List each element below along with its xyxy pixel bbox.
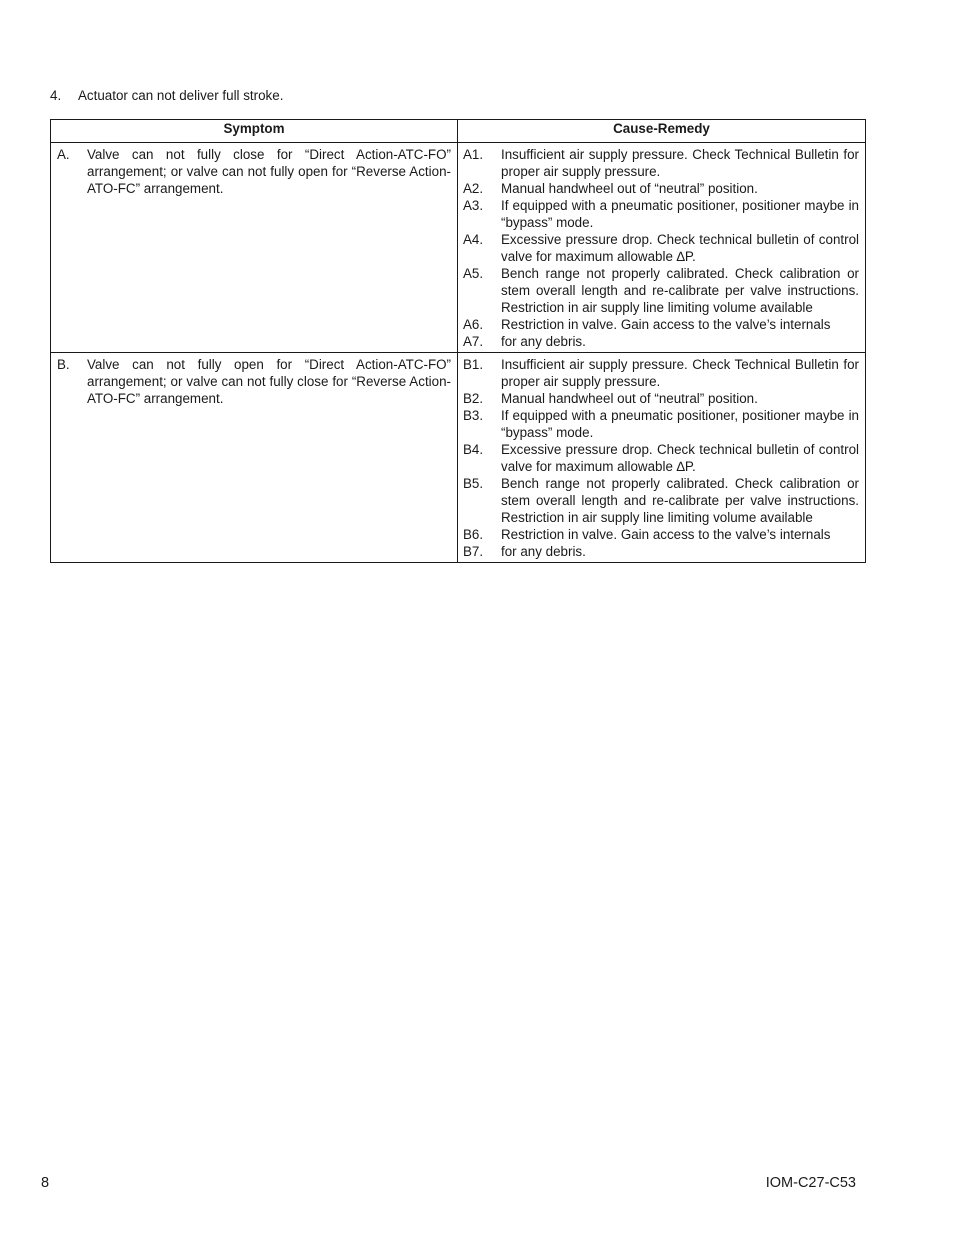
cause-item xyxy=(463,356,859,390)
cause-item xyxy=(463,441,859,475)
table-row xyxy=(51,353,866,563)
cause-text: Excessive pressure drop. Check technical bulletin of control valve for maximum allowable ∆P. xyxy=(501,442,859,474)
intro-text: Actuator can not deliver full stroke. xyxy=(78,88,284,103)
cause-text: Insufficient air supply pressure. Check Technical Bulletin for proper air supply pressure. xyxy=(501,147,859,179)
cause-code: B7. xyxy=(463,544,484,559)
cause-item xyxy=(463,407,859,441)
symptom-item xyxy=(57,146,451,197)
cause-text: If equipped with a pneumatic positioner, positioner maybe in “bypass” mode. xyxy=(501,198,859,230)
document-id: IOM-C27-C53 xyxy=(765,1175,856,1191)
symptom-text: Valve can not fully close for “Direct Action-ATC-FO” arrangement; or valve can not fully open for “Reverse Action-ATO-FC” arrangement. xyxy=(87,147,451,196)
table-row xyxy=(51,143,866,353)
cause-text: for any debris. xyxy=(501,334,586,349)
cause-text: Insufficient air supply pressure. Check Technical Bulletin for proper air supply pressure. xyxy=(501,357,859,389)
cause-text: If equipped with a pneumatic positioner, positioner maybe in “bypass” mode. xyxy=(501,408,859,440)
cause-item xyxy=(463,333,859,350)
cause-text: Restriction in valve. Gain access to the valve’s internals xyxy=(501,527,831,542)
cause-text: for any debris. xyxy=(501,544,586,559)
cause-code: B6. xyxy=(463,527,484,542)
cause-text: Bench range not properly calibrated. Check calibration or stem overall length and re-calibrate per valve instructions. Restriction in air supply line limiting volume available xyxy=(501,266,859,315)
symptom-cell xyxy=(51,353,458,563)
symptom-letter: B. xyxy=(57,357,70,372)
intro-number: 4. xyxy=(50,88,62,103)
symptom-header: Symptom xyxy=(51,120,458,143)
cause-item xyxy=(463,475,859,526)
cause-item xyxy=(463,526,859,543)
cause-code: A6. xyxy=(463,317,484,332)
cause-item xyxy=(463,543,859,560)
cause-code: A3. xyxy=(463,198,484,213)
intro-item xyxy=(50,88,283,103)
cause-remedy-cell xyxy=(458,143,866,353)
cause-item xyxy=(463,390,859,407)
cause-code: A4. xyxy=(463,232,484,247)
cause-item xyxy=(463,265,859,316)
symptom-cell xyxy=(51,143,458,353)
cause-code: B1. xyxy=(463,357,484,372)
cause-text: Bench range not properly calibrated. Check calibration or stem overall length and re-calibrate per valve instructions. Restriction in air supply line limiting volume available xyxy=(501,476,859,525)
cause-remedy-cell xyxy=(458,353,866,563)
cause-text: Restriction in valve. Gain access to the valve’s internals xyxy=(501,317,831,332)
troubleshooting-table xyxy=(50,119,866,563)
symptom-letter: A. xyxy=(57,147,70,162)
cause-text: Manual handwheel out of “neutral” position. xyxy=(501,181,758,196)
cause-item xyxy=(463,316,859,333)
cause-item xyxy=(463,180,859,197)
cause-code: B3. xyxy=(463,408,484,423)
cause-code: A2. xyxy=(463,181,484,196)
cause-item xyxy=(463,231,859,265)
cause-text: Excessive pressure drop. Check technical bulletin of control valve for maximum allowable ∆P. xyxy=(501,232,859,264)
cause-code: B4. xyxy=(463,442,484,457)
cause-code: A7. xyxy=(463,334,484,349)
cause-item xyxy=(463,197,859,231)
cause-code: A1. xyxy=(463,147,484,162)
table-header-row xyxy=(51,120,866,143)
symptom-text: Valve can not fully open for “Direct Action-ATC-FO” arrangement; or valve can not fully close for “Reverse Action-ATO-FC” arrangement. xyxy=(87,357,451,406)
symptom-item xyxy=(57,356,451,407)
cause-text: Manual handwheel out of “neutral” position. xyxy=(501,391,758,406)
cause-code: B2. xyxy=(463,391,484,406)
cause-code: A5. xyxy=(463,266,484,281)
cause-code: B5. xyxy=(463,476,484,491)
cause-remedy-header: Cause-Remedy xyxy=(458,120,866,143)
cause-item xyxy=(463,146,859,180)
page-number: 8 xyxy=(41,1175,50,1191)
